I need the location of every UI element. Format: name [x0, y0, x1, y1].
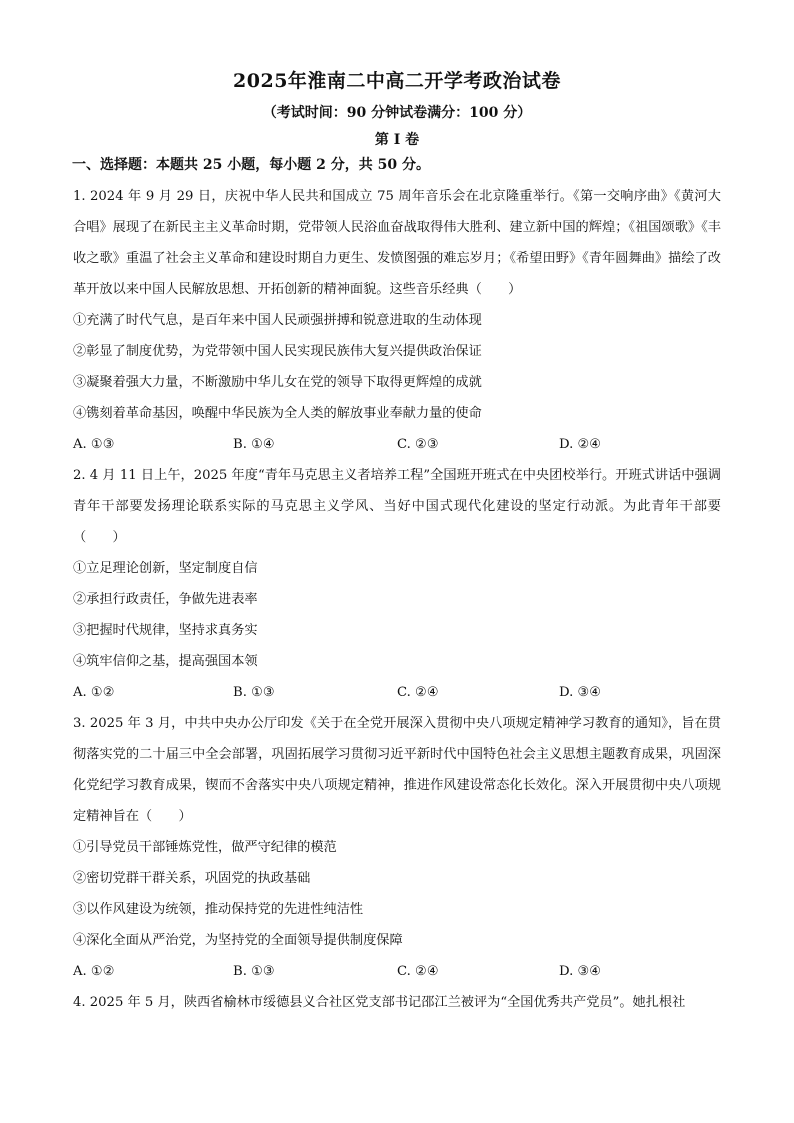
- question-stem: 1. 2024 年 9 月 29 日，庆祝中华人民共和国成立 75 周年音乐会在北京隆重举行。《第一交响序曲》《黄河大合唱》展现了在新民主主义革命时期，党带领人民浴血奋战取得伟大胜利、建立新中国的辉煌；《祖国颂歌》《丰收之歌》重温了社会主义革命和建设时期自力更生、发愤图强的难忘岁月；《希望田野》《青年圆舞曲》描绘了改革开放以来中国人民解放思想、开拓创新的精神面貌。这些音乐经典（ ）: [73, 189, 721, 297]
- statement-option: ④筑牢信仰之基，提高强国本领: [73, 654, 258, 669]
- statement-option: ①充满了时代气息，是百年来中国人民顽强拼搏和锐意进取的生动体现: [73, 313, 482, 328]
- answer-choices: [73, 429, 721, 460]
- statement-option: ③以作风建设为统领，推动保持党的先进性纯洁性: [73, 902, 364, 917]
- question-stem: 4. 2025 年 5 月，陕西省榆林市绥德县义合社区党支部书记邵江兰被评为“全国优秀共产党员”。她扎根社: [73, 995, 686, 1010]
- exam-title: 2025年淮南二中高二开学考政治试卷: [233, 70, 561, 92]
- choice-c: C. ②③: [397, 437, 439, 452]
- statement-option: ③凝聚着强大力量，不断激励中华儿女在党的领导下取得更辉煌的成就: [73, 375, 482, 390]
- statement-option: ②承担行政责任，争做先进表率: [73, 592, 258, 607]
- choice-d: D. ②④: [559, 437, 602, 452]
- choice-c: C. ②④: [397, 964, 439, 979]
- volume-label: 第 I 卷: [374, 132, 420, 148]
- question-stem: 2. 4 月 11 日上午，2025 年度“青年马克思主义者培养工程”全国班开班式在中央团校举行。开班式讲话中强调青年干部要发扬理论联系实际的马克思主义学风、当好中国式现代化建设的坚定行动派。为此青年干部要（ ）: [73, 468, 721, 545]
- choice-d: D. ③④: [559, 964, 602, 979]
- statement-option: ④深化全面从严治党，为坚持党的全面领导提供制度保障: [73, 933, 403, 948]
- question-list: [73, 181, 721, 1018]
- section-heading: 一、选择题：本题共 25 小题，每小题 2 分，共 50 分。: [72, 157, 430, 173]
- choice-b: B. ①④: [233, 437, 275, 452]
- choice-a: A. ①③: [73, 437, 115, 452]
- choice-b: B. ①③: [233, 685, 275, 700]
- statement-option: ①立足理论创新，坚定制度自信: [73, 561, 258, 576]
- choice-a: A. ①②: [73, 685, 115, 700]
- statement-option: ①引导党员干部锤炼党性，做严守纪律的模范: [73, 840, 337, 855]
- question-stem: 3. 2025 年 3 月，中共中央办公厅印发《关于在全党开展深入贯彻中央八项规定精神学习教育的通知》，旨在贯彻落实党的二十届三中全会部署，巩固拓展学习贯彻习近平新时代中国特色社会主义思想主题教育成果，巩固深化党纪学习教育成果，锲而不舍落实中央八项规定精神，推进作风建设常态化长效化。深入开展贯彻中央八项规定精神旨在（ ）: [73, 716, 721, 824]
- question-4: [73, 987, 721, 1018]
- exam-subtitle: （考试时间：90 分钟试卷满分：100 分）: [262, 105, 532, 121]
- statement-option: ④镌刻着革命基因，唤醒中华民族为全人类的解放事业奉献力量的使命: [73, 406, 482, 421]
- answer-choices: [73, 956, 721, 987]
- statement-option: ②密切党群干群关系，巩固党的执政基础: [73, 871, 311, 886]
- choice-a: A. ①②: [73, 964, 115, 979]
- statement-option: ③把握时代规律，坚持求真务实: [73, 623, 258, 638]
- answer-choices: [73, 677, 721, 708]
- statement-option: ②彰显了制度优势，为党带领中国人民实现民族伟大复兴提供政治保证: [73, 344, 482, 359]
- choice-d: D. ③④: [559, 685, 602, 700]
- choice-c: C. ②④: [397, 685, 439, 700]
- question-2: [73, 460, 721, 708]
- choice-b: B. ①③: [233, 964, 275, 979]
- question-3: [73, 708, 721, 987]
- question-1: [73, 181, 721, 460]
